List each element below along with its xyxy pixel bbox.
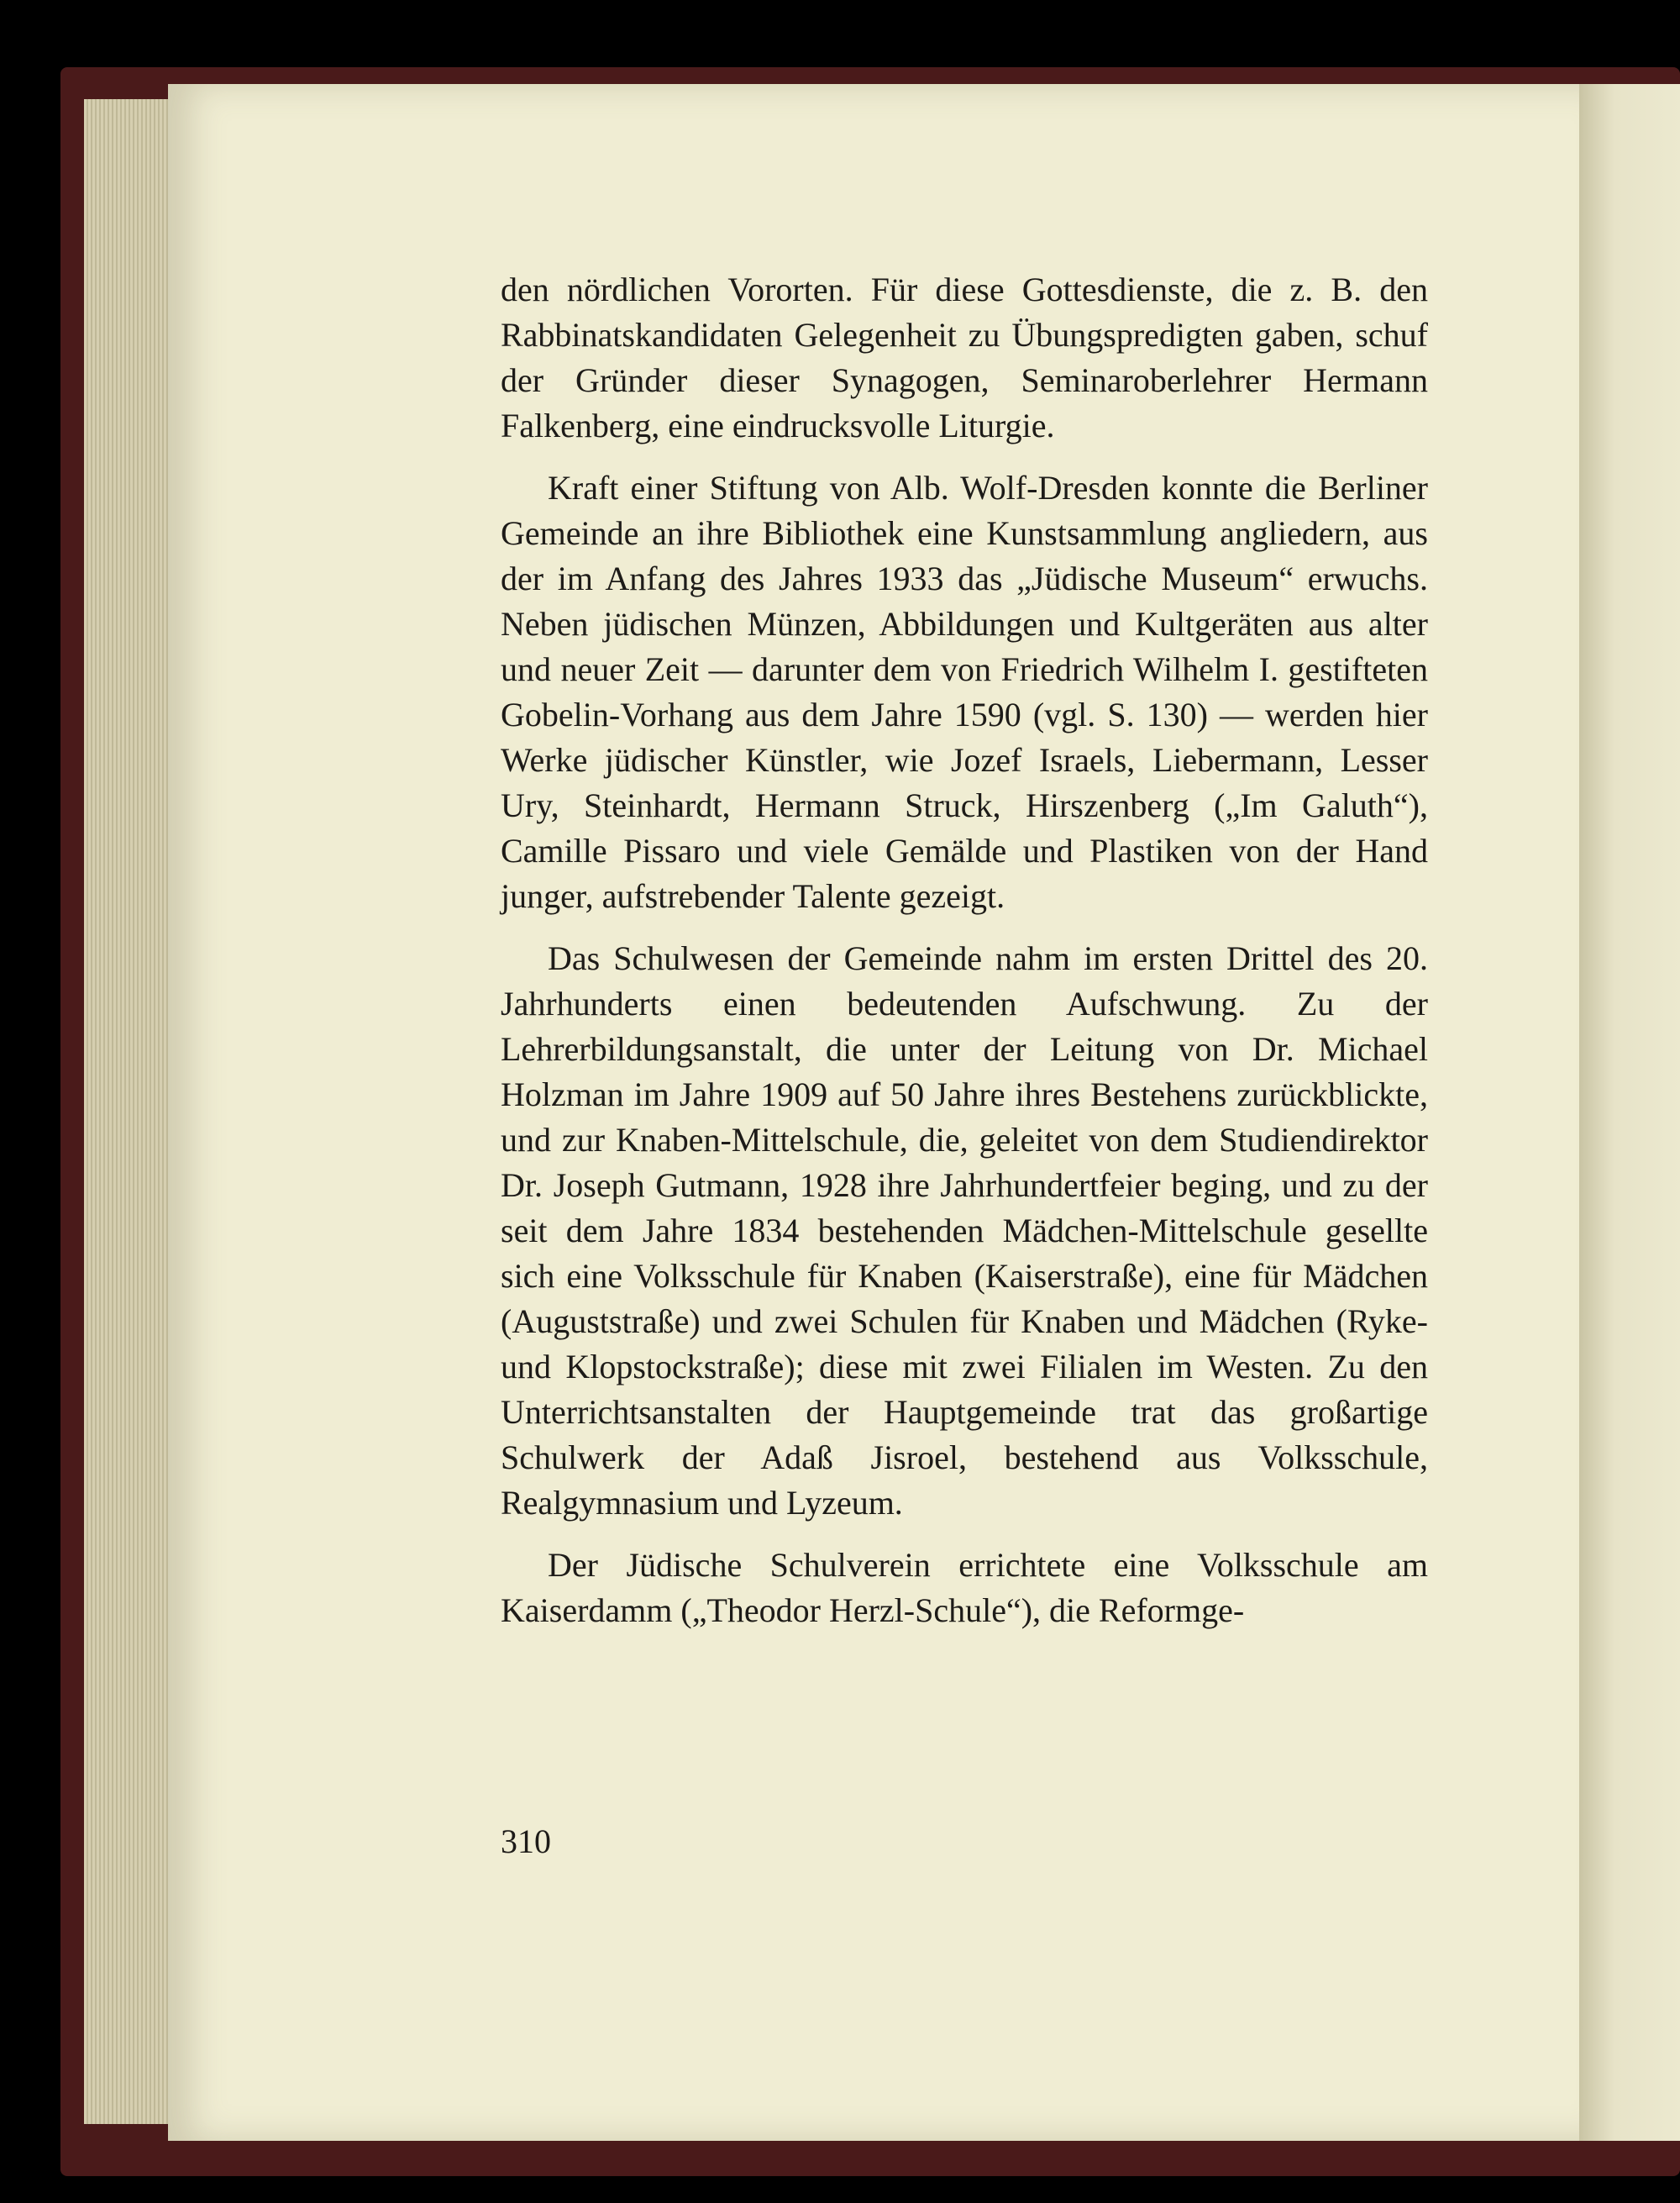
- book-gutter: [1579, 84, 1680, 2141]
- paragraph-4: Der Jüdische Schulverein errichtete eine Volksschule am Kaiserdamm („Theodor Herzl-Schule“), die Reformge-: [501, 1546, 1428, 1629]
- page-number: 310: [501, 1822, 551, 1860]
- paragraph-3: Das Schulwesen der Gemeinde nahm im ersten Drittel des 20. Jahrhunderts einen bedeutenden Aufschwung. Zu der Lehrerbildungsanstalt, die unter der Leitung von Dr. Michael Holzman im Jahre 1909 auf 50 Jahre ihres Bestehens zurückblickte, und zur Knaben-Mittelschule, die, geleitet von dem Studiendirektor Dr. Joseph Gutmann, 1928 ihre Jahrhundertfeier beging, und zu der seit dem Jahre 1834 bestehenden Mädchen-Mittelschule gesellte sich eine Volksschule für Knaben (Kaiserstraße), eine für Mädchen (Auguststraße) und zwei Schulen für Knaben und Mädchen (Ryke- und Klopstockstraße); diese mit zwei Filialen im Westen. Zu den Unterrichtsanstalten der Hauptgemeinde trat das großartige Schulwerk der Adaß Jisroel, bestehend aus Volksschule, Realgymnasium und Lyzeum.: [501, 939, 1428, 1522]
- paragraph-2: Kraft einer Stiftung von Alb. Wolf-Dresden konnte die Berliner Gemeinde an ihre Bibliothek eine Kunstsammlung angliedern, aus der im Anfang des Jahres 1933 das „Jüdische Museum“ erwuchs. Neben jüdischen Münzen, Abbildungen und Kultgeräten aus alter und neuer Zeit — darunter dem von Friedrich Wilhelm I. gestifteten Gobelin-Vorhang aus dem Jahre 1590 (vgl. S. 130) — werden hier Werke jüdischer Künstler, wie Jozef Israels, Liebermann, Lesser Ury, Steinhardt, Hermann Struck, Hirszenberg („Im Galuth“), Camille Pissaro und viele Gemälde und Plastiken von der Hand junger, aufstrebender Talente gezeigt.: [501, 469, 1428, 915]
- paragraph-1: den nördlichen Vororten. Für diese Gottesdienste, die z. B. den Rabbinatskandidaten Gelegenheit zu Übungspredigten gaben, schuf der Gründer dieser Synagogen, Seminaroberlehrer Hermann Falkenberg, eine eindrucksvolle Liturgie.: [501, 271, 1428, 444]
- body-text: [501, 267, 1428, 1650]
